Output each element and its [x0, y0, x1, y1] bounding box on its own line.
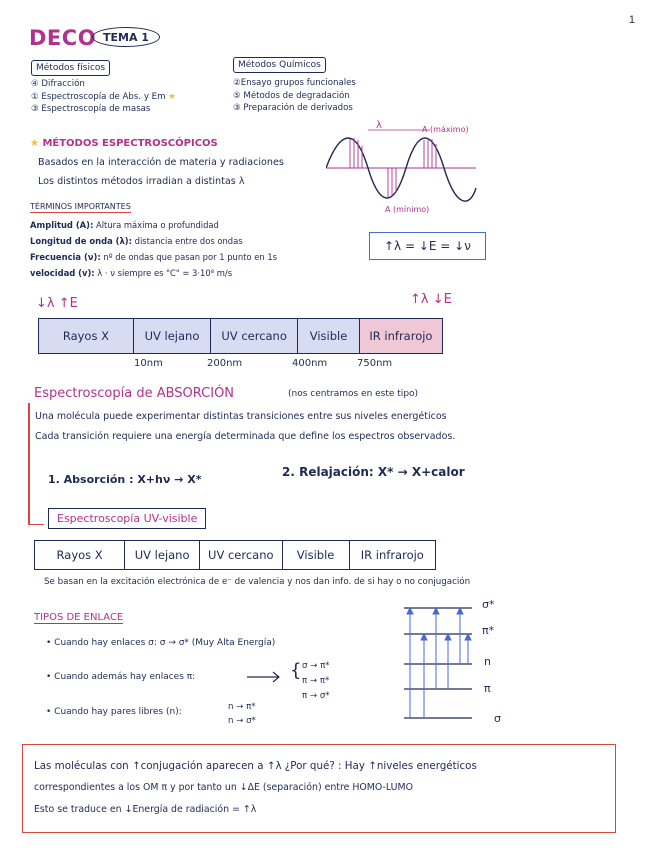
spectrum-cell: Rayos X	[39, 319, 134, 353]
list-item: n → π*	[228, 702, 256, 712]
spectrum-cell: Rayos X	[35, 541, 125, 569]
tick-label: 10nm	[134, 358, 163, 369]
uv-visible-label: Espectroscopía UV-visible	[48, 508, 206, 529]
tipos-enlace-heading: TIPOS DE ENLACE	[34, 612, 124, 623]
wave-max-label: A (máximo)	[422, 125, 469, 134]
enlace-n-options	[228, 700, 256, 728]
spectrum-bottom-row	[34, 540, 436, 570]
spectrum-cell: UV lejano	[125, 541, 200, 569]
star-icon: ★	[168, 91, 176, 102]
termino-velocidad: velocidad (v): λ · ν siempre es "C" = 3·10⁸ m/s	[30, 268, 233, 278]
termino-frecuencia: Frecuencia (ν): nº de ondas que pasan por 1 punto en 1s	[30, 252, 278, 262]
section-bracket	[28, 524, 44, 525]
tick-label: 400nm	[292, 358, 328, 369]
termino-amplitud: Amplitud (A): Altura máxima o profundidad	[30, 220, 219, 230]
conclusion-line3: Esto se traduce en ↓Energía de radiación = ↑λ	[34, 804, 257, 815]
star-icon: ★	[30, 138, 39, 149]
section-bracket	[28, 403, 30, 525]
absorcion-line2: Cada transición requiere una energía determinada que define los espectros observados.	[35, 431, 456, 442]
list-item: n → σ*	[228, 716, 256, 726]
arrow-icon	[245, 670, 285, 684]
list-item: ⑤ Métodos de degradación	[233, 90, 350, 101]
uv-visible-desc: Se basan en la excitación electrónica de e⁻ de valencia y nos dan info. de si hay o no conjugación	[44, 577, 471, 587]
list-item: ③ Espectroscopía de masas	[31, 104, 151, 115]
page-title: DECO	[29, 26, 97, 50]
list-item: ②Ensayo grupos funcionales	[233, 78, 356, 88]
conclusion-line1: Las moléculas con ↑conjugación aparecen a ↑λ ¿Por qué? : Hay ↑niveles energéticos	[34, 760, 477, 772]
list-item: ③ Preparación de derivados	[233, 103, 353, 114]
absorcion-eq1: 1. Absorción : X+hν → X*	[48, 473, 202, 486]
tema-badge: TEMA 1	[92, 27, 160, 47]
tick-label: 200nm	[207, 358, 243, 369]
energy-level-diagram	[398, 594, 478, 729]
espectroscopicos-line1: Basados en la interacción de materia y radiaciones	[38, 157, 284, 168]
spectrum-cell: UV cercano	[200, 541, 283, 569]
equation-box: ↑λ = ↓E = ↓ν	[369, 232, 486, 260]
spectrum-top-bar	[38, 318, 443, 354]
metodos-quimicos-list	[233, 77, 356, 115]
espectroscopicos-heading: ★ MÉTODOS ESPECTROSCÓPICOS	[30, 138, 218, 149]
list-item: π → π*	[302, 676, 330, 686]
arrow-right-label: ↑λ ↓E	[410, 292, 452, 307]
metodos-quimicos-label: Métodos Químicos	[233, 57, 326, 73]
brace-icon: {	[290, 660, 302, 681]
list-item: ① Espectroscopía de Abs. y Em ★	[31, 91, 176, 102]
enlace-item-n: • Cuando hay pares libres (n):	[46, 707, 182, 717]
tick-label: 750nm	[357, 358, 393, 369]
spectrum-cell: Visible	[283, 541, 350, 569]
absorcion-note: (nos centramos en este tipo)	[288, 389, 419, 399]
list-item: ④ Difracción	[31, 79, 85, 89]
espectroscopicos-line2: Los distintos métodos irradian a distintas λ	[38, 176, 245, 187]
conclusion-line2: correspondientes a los OM π y por tanto un ↓ΔE (separación) entre HOMO-LUMO	[34, 782, 414, 793]
level-label: n	[484, 655, 491, 668]
metodos-fisicos-list	[31, 78, 176, 116]
level-label: σ*	[482, 598, 495, 611]
metodos-fisicos-label: Métodos físicos	[31, 60, 110, 76]
absorcion-title: Espectroscopía de ABSORCIÓN	[34, 386, 235, 401]
spectrum-cell: Visible	[298, 319, 360, 353]
level-label: σ	[494, 712, 501, 725]
spectrum-top-row	[38, 318, 443, 354]
wave-min-label: A (mínimo)	[385, 205, 430, 214]
page-number: 1	[628, 14, 635, 26]
enlace-item-sigma: • Cuando hay enlaces σ: σ → σ* (Muy Alta Energía)	[46, 638, 276, 648]
spectrum-cell: UV cercano	[211, 319, 298, 353]
relajacion-eq2: 2. Relajación: X* → X+calor	[282, 465, 465, 479]
list-item: π → σ*	[302, 691, 330, 701]
enlace-item-pi: • Cuando además hay enlaces π:	[46, 672, 196, 682]
list-item: σ → π*	[302, 661, 330, 671]
wave-lambda-label: λ	[376, 120, 382, 131]
arrow-left-label: ↓λ ↑E	[36, 296, 78, 311]
spectrum-cell: IR infrarojo	[360, 319, 442, 353]
level-label: π*	[482, 624, 495, 637]
spectrum-cell: IR infrarojo	[360, 548, 424, 562]
enlace-pi-options	[302, 659, 330, 704]
absorcion-line1: Una molécula puede experimentar distintas transiciones entre sus niveles energéticos	[35, 411, 447, 422]
spectrum-bottom-bar	[34, 540, 436, 570]
termino-longitud: Longitud de onda (λ): distancia entre dos ondas	[30, 236, 243, 246]
level-label: π	[484, 682, 491, 695]
spectrum-cell: UV lejano	[134, 319, 211, 353]
terminos-heading: TÉRMINOS IMPORTANTES	[30, 202, 131, 211]
